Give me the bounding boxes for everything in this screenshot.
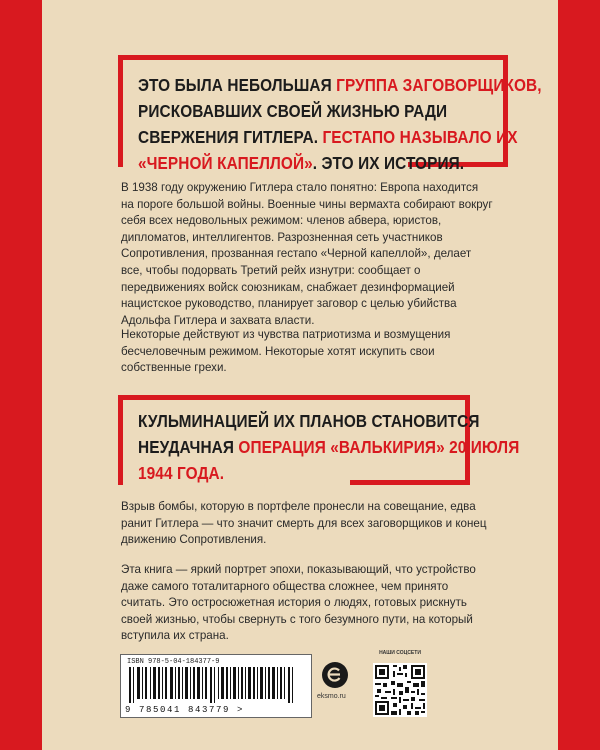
publisher-logo-icon	[322, 662, 348, 688]
paragraph-4: Эта книга — яркий портрет эпохи, показывающий, что устройство даже самого тоталитарного общества сложнее, чем принято считать. Это остросюжетная история о людях, готовых рискнуть своей жизнью, чтобы свернуть с того безумного пути, на который вступила их страна.	[121, 563, 476, 643]
qr-code-icon	[373, 663, 427, 717]
callout-headline-1: ЭТО БЫЛА НЕБОЛЬШАЯ ГРУППА ЗАГОВОРЩИКОВ, РИСКОВАВШИХ СВОЕЙ ЖИЗНЬЮ РАДИ СВЕРЖЕНИЯ ГИТЛЕРА. ГЕСТАПО НАЗЫВАЛО ИХ «ЧЕРНОЙ КАПЕЛЛОЙ». ЭТО ИХ ИСТОРИЯ.	[138, 75, 542, 173]
ean-number: 9 785041 843779 >	[125, 705, 245, 715]
frame-top-bar	[118, 395, 470, 400]
frame-left-bar	[118, 55, 123, 167]
isbn-text: ISBN 978-5-04-184377-9	[127, 658, 220, 666]
publisher-site: eksmo.ru	[317, 693, 346, 700]
barcode-bars	[129, 667, 303, 703]
paragraph-2: Некоторые действуют из чувства патриотизма и возмущения бесчеловечным режимом. Некоторые хотят искупить свои собственные грехи.	[121, 328, 451, 375]
paragraph-1: В 1938 году окружению Гитлера стало понятно: Европа находится на пороге большой войны. Военные чины вермахта собирают вокруг себя всех недовольных режимом: членов абвера, юристов, дипломатов, интеллигентов. Разрозненная сеть участников Сопротивления, прозванная гестапо «Черной капеллой», делает все, чтобы подорвать Третий рейх изнутри: сообщает о передвижениях войск союзникам, снабжает дезинформацией нацистское руководство, планирует заговор с целью убийства Адольфа Гитлера и захвата власти.	[121, 181, 493, 327]
qr-label: НАШИ СОЦСЕТИ	[379, 650, 421, 656]
callout-headline-2: КУЛЬМИНАЦИЕЙ ИХ ПЛАНОВ СТАНОВИТСЯ НЕУДАЧНАЯ ОПЕРАЦИЯ «ВАЛЬКИРИЯ» 20 ИЮЛЯ 1944 ГОДА.	[138, 411, 520, 483]
barcode	[120, 654, 312, 718]
frame-top-bar	[118, 55, 508, 60]
paragraph-3: Взрыв бомбы, которую в портфеле пронесли на совещание, едва ранит Гитлера — что значит смерть для всех заговорщиков и конец движению Сопротивления.	[121, 500, 487, 547]
frame-left-bar	[118, 395, 123, 485]
